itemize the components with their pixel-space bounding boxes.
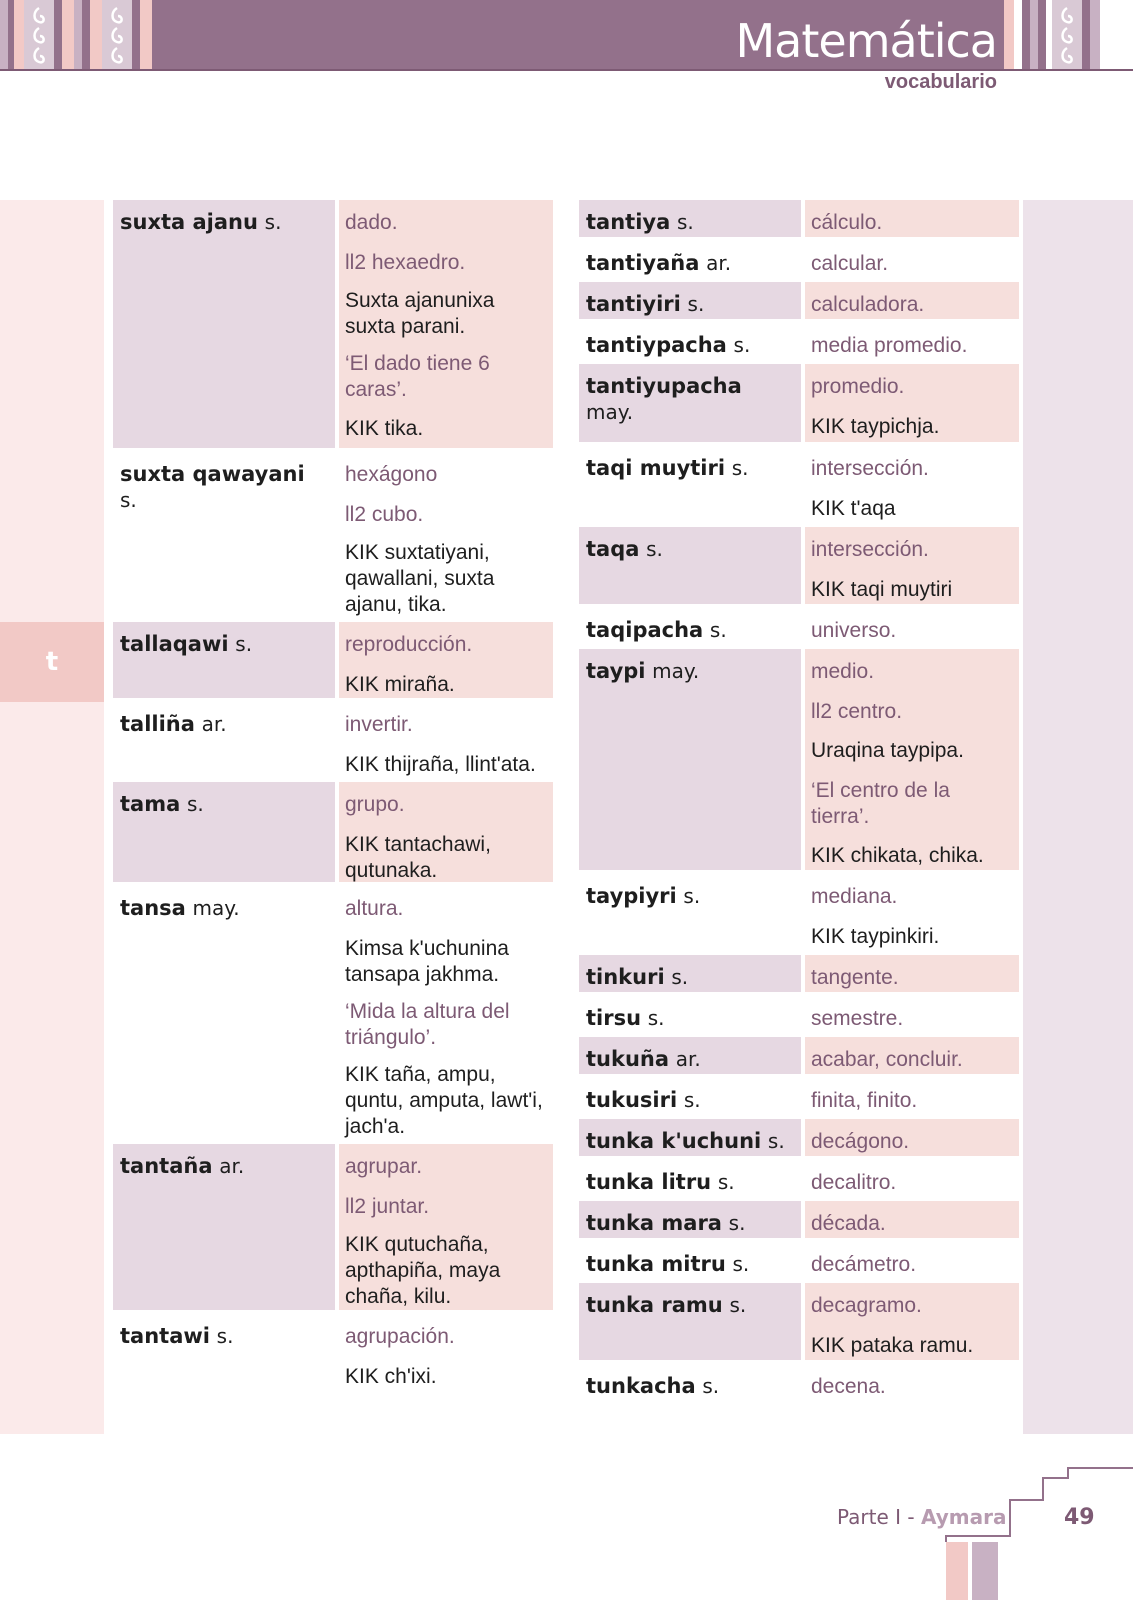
- footer-part: Parte I -: [837, 1505, 921, 1529]
- definition-aymara: KIK thijraña, llint'ata.: [345, 753, 536, 776]
- spiral-ornament-icon: [31, 6, 47, 64]
- definition-spanish: ll2 cubo.: [345, 503, 424, 526]
- entry-part-of-speech: s.: [264, 210, 282, 234]
- vocabulary-entry: [113, 452, 553, 622]
- vocabulary-entry: [579, 1037, 1019, 1078]
- vocabulary-entry: [579, 200, 1019, 241]
- entry-term-cell: [579, 282, 801, 319]
- entry-definitions-cell: [339, 200, 553, 448]
- entry-term: tinkuri: [586, 965, 665, 989]
- entry-term: tukusiri: [586, 1088, 678, 1112]
- definition-spanish: promedio.: [811, 375, 905, 398]
- entry-term-cell: [579, 1078, 801, 1115]
- definition-spanish: decena.: [811, 1375, 886, 1398]
- definition-spanish: decágono.: [811, 1130, 910, 1153]
- definition-spanish: ll2 juntar.: [345, 1195, 430, 1218]
- entry-term-cell: [579, 608, 801, 645]
- footer-part-label: [837, 1505, 1006, 1529]
- entry-part-of-speech: s.: [671, 965, 689, 989]
- entry-part-of-speech: ar.: [219, 1154, 245, 1178]
- entry-term-cell: [579, 364, 801, 442]
- entry-definitions-cell: [339, 452, 553, 618]
- entry-definitions-cell: [805, 649, 1019, 870]
- definition-spanish: acabar, concluir.: [811, 1048, 963, 1071]
- vocabulary-entry: [579, 649, 1019, 874]
- entry-term-cell: [113, 200, 335, 448]
- entry-term: taypiyri: [586, 884, 677, 908]
- definition-spanish: decalitro.: [811, 1171, 897, 1194]
- entry-term-cell: [113, 782, 335, 882]
- definition-spanish: universo.: [811, 619, 897, 642]
- letter-index-tab[interactable]: t: [0, 622, 104, 702]
- vocabulary-entry: [579, 608, 1019, 649]
- entry-term-cell: [579, 323, 801, 360]
- definition-spanish: cálculo.: [811, 211, 883, 234]
- definition-aymara: KIK taña, ampu, quntu, amputa, lawt'i, jach'a.: [345, 1063, 543, 1138]
- definition-spanish: intersección.: [811, 457, 929, 480]
- definition-spanish: decámetro.: [811, 1253, 917, 1276]
- entry-term-cell: [579, 241, 801, 278]
- entry-definitions-cell: [339, 702, 553, 778]
- entry-definitions-cell: [805, 1201, 1019, 1238]
- footer-language: Aymara: [920, 1505, 1007, 1529]
- definition-spanish: semestre.: [811, 1007, 904, 1030]
- entry-term-cell: [579, 1364, 801, 1401]
- entry-part-of-speech: s.: [702, 1374, 720, 1398]
- entry-term: tantiyupacha: [586, 374, 742, 398]
- vocabulary-entry: [579, 241, 1019, 282]
- entry-definitions-cell: [805, 364, 1019, 442]
- definition-aymara: KIK t'aqa: [811, 497, 896, 520]
- page-title: Matemática: [735, 14, 997, 68]
- entry-term-cell: [113, 702, 335, 778]
- entry-term: tunkacha: [586, 1374, 696, 1398]
- definition-spanish: ll2 centro.: [811, 700, 903, 723]
- entry-definitions-cell: [805, 996, 1019, 1033]
- entry-definitions-cell: [339, 886, 553, 1140]
- definition-aymara: Suxta ajanunixa suxta parani.: [345, 289, 495, 338]
- definition-spanish: calcular.: [811, 252, 889, 275]
- entry-part-of-speech: s.: [647, 1006, 665, 1030]
- vocabulary-entry: [579, 1364, 1019, 1405]
- right-margin-panel: [1023, 200, 1133, 1434]
- entry-part-of-speech: s.: [732, 1252, 750, 1276]
- definition-aymara: KIK qutuchaña, apthapiña, maya chaña, kilu.: [345, 1233, 501, 1308]
- entry-term-cell: [579, 955, 801, 992]
- entry-definitions-cell: [805, 608, 1019, 645]
- definition-spanish: dado.: [345, 211, 398, 234]
- entry-term-cell: [113, 1314, 335, 1390]
- vocabulary-entry: [113, 200, 553, 452]
- entry-part-of-speech: s.: [728, 1211, 746, 1235]
- spiral-ornament-icon: [109, 6, 125, 64]
- vocabulary-entry: [579, 527, 1019, 608]
- entry-definitions-cell: [805, 1119, 1019, 1156]
- entry-part-of-speech: s.: [216, 1324, 234, 1348]
- definition-spanish: decagramo.: [811, 1294, 922, 1317]
- entry-term: taqipacha: [586, 618, 704, 642]
- vocabulary-entry: [579, 364, 1019, 446]
- vocabulary-column-left: [113, 200, 553, 1394]
- entry-term-cell: [579, 874, 801, 951]
- definition-spanish: media promedio.: [811, 334, 968, 357]
- entry-term: tunka k'uchuni: [586, 1129, 762, 1153]
- vocabulary-entry: [579, 1283, 1019, 1364]
- entry-term: tallaqawi: [120, 632, 229, 656]
- definition-spanish: tangente.: [811, 966, 899, 989]
- entry-term-cell: [579, 1119, 801, 1156]
- definition-aymara: KIK taypichja.: [811, 415, 940, 438]
- entry-term: taypi: [586, 659, 646, 683]
- entry-term: tantiyiri: [586, 292, 681, 316]
- entry-definitions-cell: [339, 622, 553, 698]
- entry-term-cell: [113, 622, 335, 698]
- entry-part-of-speech: s.: [676, 210, 694, 234]
- entry-term-cell: [579, 1037, 801, 1074]
- entry-part-of-speech: s.: [683, 884, 701, 908]
- vocabulary-entry: [579, 282, 1019, 323]
- entry-definitions-cell: [805, 282, 1019, 319]
- entry-part-of-speech: s.: [731, 456, 749, 480]
- entry-term-cell: [113, 886, 335, 1140]
- entry-part-of-speech: s.: [729, 1293, 747, 1317]
- entry-definitions-cell: [339, 782, 553, 882]
- definition-spanish: agrupar.: [345, 1155, 423, 1178]
- definition-spanish: medio.: [811, 660, 875, 683]
- entry-part-of-speech: s.: [733, 333, 751, 357]
- entry-definitions-cell: [805, 874, 1019, 951]
- definition-aymara: KIK pataka ramu.: [811, 1334, 974, 1357]
- spiral-ornament-icon: [1059, 6, 1075, 64]
- entry-part-of-speech: may.: [652, 659, 700, 683]
- vocabulary-entry: [113, 1144, 553, 1314]
- entry-term-cell: [579, 1160, 801, 1197]
- definition-spanish: intersección.: [811, 538, 929, 561]
- vocabulary-entry: [579, 323, 1019, 364]
- entry-term-cell: [579, 446, 801, 523]
- vocabulary-entry: [579, 1078, 1019, 1119]
- vocabulary-entry: [113, 622, 553, 702]
- entry-definitions-cell: [805, 1078, 1019, 1115]
- definition-aymara: KIK tika.: [345, 417, 424, 440]
- vocabulary-entry: [113, 702, 553, 782]
- definition-aymara: KIK taqi muytiri: [811, 578, 953, 601]
- entry-term: suxta ajanu: [120, 210, 258, 234]
- definition-aymara: KIK ch'ixi.: [345, 1365, 437, 1388]
- entry-definitions-cell: [805, 1242, 1019, 1279]
- definition-spanish: finita, finito.: [811, 1089, 918, 1112]
- definition-spanish: mediana.: [811, 885, 898, 908]
- entry-term: suxta qawayani: [120, 462, 305, 486]
- entry-part-of-speech: s.: [646, 537, 663, 561]
- entry-definitions-cell: [805, 1283, 1019, 1360]
- entry-term-cell: [579, 996, 801, 1033]
- definition-spanish: hexágono: [345, 463, 438, 486]
- vocabulary-entry: [579, 874, 1019, 955]
- entry-term: talliña: [120, 712, 195, 736]
- entry-term-cell: [579, 1283, 801, 1360]
- entry-term: taqa: [586, 537, 640, 561]
- entry-term: tunka mitru: [586, 1252, 726, 1276]
- entry-term: tantiyaña: [586, 251, 700, 275]
- entry-part-of-speech: s.: [120, 488, 137, 512]
- entry-definitions-cell: [805, 200, 1019, 237]
- entry-definitions-cell: [805, 323, 1019, 360]
- vocabulary-entry: [579, 955, 1019, 996]
- vocabulary-entry: [579, 1242, 1019, 1283]
- entry-definitions-cell: [805, 446, 1019, 523]
- definition-aymara: KIK chikata, chika.: [811, 844, 984, 867]
- entry-term: tunka mara: [586, 1211, 722, 1235]
- definition-spanish: grupo.: [345, 793, 405, 816]
- entry-part-of-speech: ar.: [706, 251, 732, 275]
- entry-part-of-speech: s.: [186, 792, 204, 816]
- definition-spanish: ‘El centro de la tierra’.: [811, 779, 950, 828]
- vocabulary-entry: [113, 1314, 553, 1394]
- entry-part-of-speech: s.: [709, 618, 727, 642]
- entry-part-of-speech: may.: [192, 896, 240, 920]
- vocabulary-entry: [579, 446, 1019, 527]
- vocabulary-entry: [113, 782, 553, 886]
- entry-term: tantawi: [120, 1324, 210, 1348]
- entry-part-of-speech: s.: [235, 632, 253, 656]
- footer-bar-pink: [946, 1542, 968, 1600]
- entry-part-of-speech: ar.: [201, 712, 227, 736]
- footer-bar-lilac: [972, 1542, 998, 1600]
- entry-term-cell: [579, 1201, 801, 1238]
- entry-term-cell: [579, 649, 801, 870]
- page-subtitle: vocabulario: [884, 71, 997, 93]
- entry-part-of-speech: s.: [767, 1129, 785, 1153]
- entry-definitions-cell: [805, 1037, 1019, 1074]
- entry-term: taqi muytiri: [586, 456, 726, 480]
- entry-part-of-speech: s.: [683, 1088, 701, 1112]
- entry-term-cell: [579, 200, 801, 237]
- definition-aymara: KIK tantachawi, qutunaka.: [345, 833, 491, 882]
- vocabulary-entry: [579, 996, 1019, 1037]
- entry-part-of-speech: ar.: [675, 1047, 701, 1071]
- vocabulary-entry: [579, 1160, 1019, 1201]
- entry-term: tirsu: [586, 1006, 642, 1030]
- entry-term-cell: [113, 1144, 335, 1310]
- page-number: 49: [1064, 1505, 1095, 1530]
- entry-term: tunka ramu: [586, 1293, 723, 1317]
- definition-aymara: KIK taypinkiri.: [811, 925, 940, 948]
- entry-definitions-cell: [805, 1160, 1019, 1197]
- entry-term: tantiypacha: [586, 333, 727, 357]
- entry-definitions-cell: [805, 1364, 1019, 1401]
- definition-spanish: década.: [811, 1212, 886, 1235]
- vocabulary-entry: [579, 1201, 1019, 1242]
- entry-term: tantaña: [120, 1154, 213, 1178]
- entry-part-of-speech: may.: [586, 400, 634, 424]
- definition-aymara: Kimsa k'uchunina tansapa jakhma.: [345, 937, 509, 986]
- vocabulary-entry: [579, 1119, 1019, 1160]
- entry-definitions-cell: [805, 241, 1019, 278]
- entry-term: tukuña: [586, 1047, 670, 1071]
- entry-term: tansa: [120, 896, 186, 920]
- definition-spanish: invertir.: [345, 713, 413, 736]
- definition-aymara: Uraqina taypipa.: [811, 739, 964, 762]
- left-margin-panel: [0, 200, 104, 1434]
- entry-term: tunka litru: [586, 1170, 712, 1194]
- definition-spanish: reproducción.: [345, 633, 473, 656]
- definition-spanish: agrupación.: [345, 1325, 455, 1348]
- definition-spanish: ‘El dado tiene 6 caras’.: [345, 352, 490, 401]
- entry-definitions-cell: [339, 1144, 553, 1310]
- entry-term: tantiya: [586, 210, 671, 234]
- vocabulary-column-right: [579, 200, 1019, 1405]
- definition-spanish: altura.: [345, 897, 404, 920]
- definition-spanish: calculadora.: [811, 293, 925, 316]
- definition-aymara: KIK suxtatiyani, qawallani, suxta ajanu, tika.: [345, 541, 495, 616]
- entry-term-cell: [579, 1242, 801, 1279]
- entry-part-of-speech: s.: [717, 1170, 735, 1194]
- entry-term-cell: [579, 527, 801, 604]
- entry-part-of-speech: s.: [687, 292, 705, 316]
- entry-definitions-cell: [805, 955, 1019, 992]
- definition-spanish: ll2 hexaedro.: [345, 251, 466, 274]
- entry-definitions-cell: [339, 1314, 553, 1390]
- entry-term-cell: [113, 452, 335, 618]
- entry-definitions-cell: [805, 527, 1019, 604]
- definition-spanish: ‘Mida la altura del triángulo’.: [345, 1000, 510, 1049]
- entry-term: tama: [120, 792, 181, 816]
- definition-aymara: KIK miraña.: [345, 673, 455, 696]
- vocabulary-entry: [113, 886, 553, 1144]
